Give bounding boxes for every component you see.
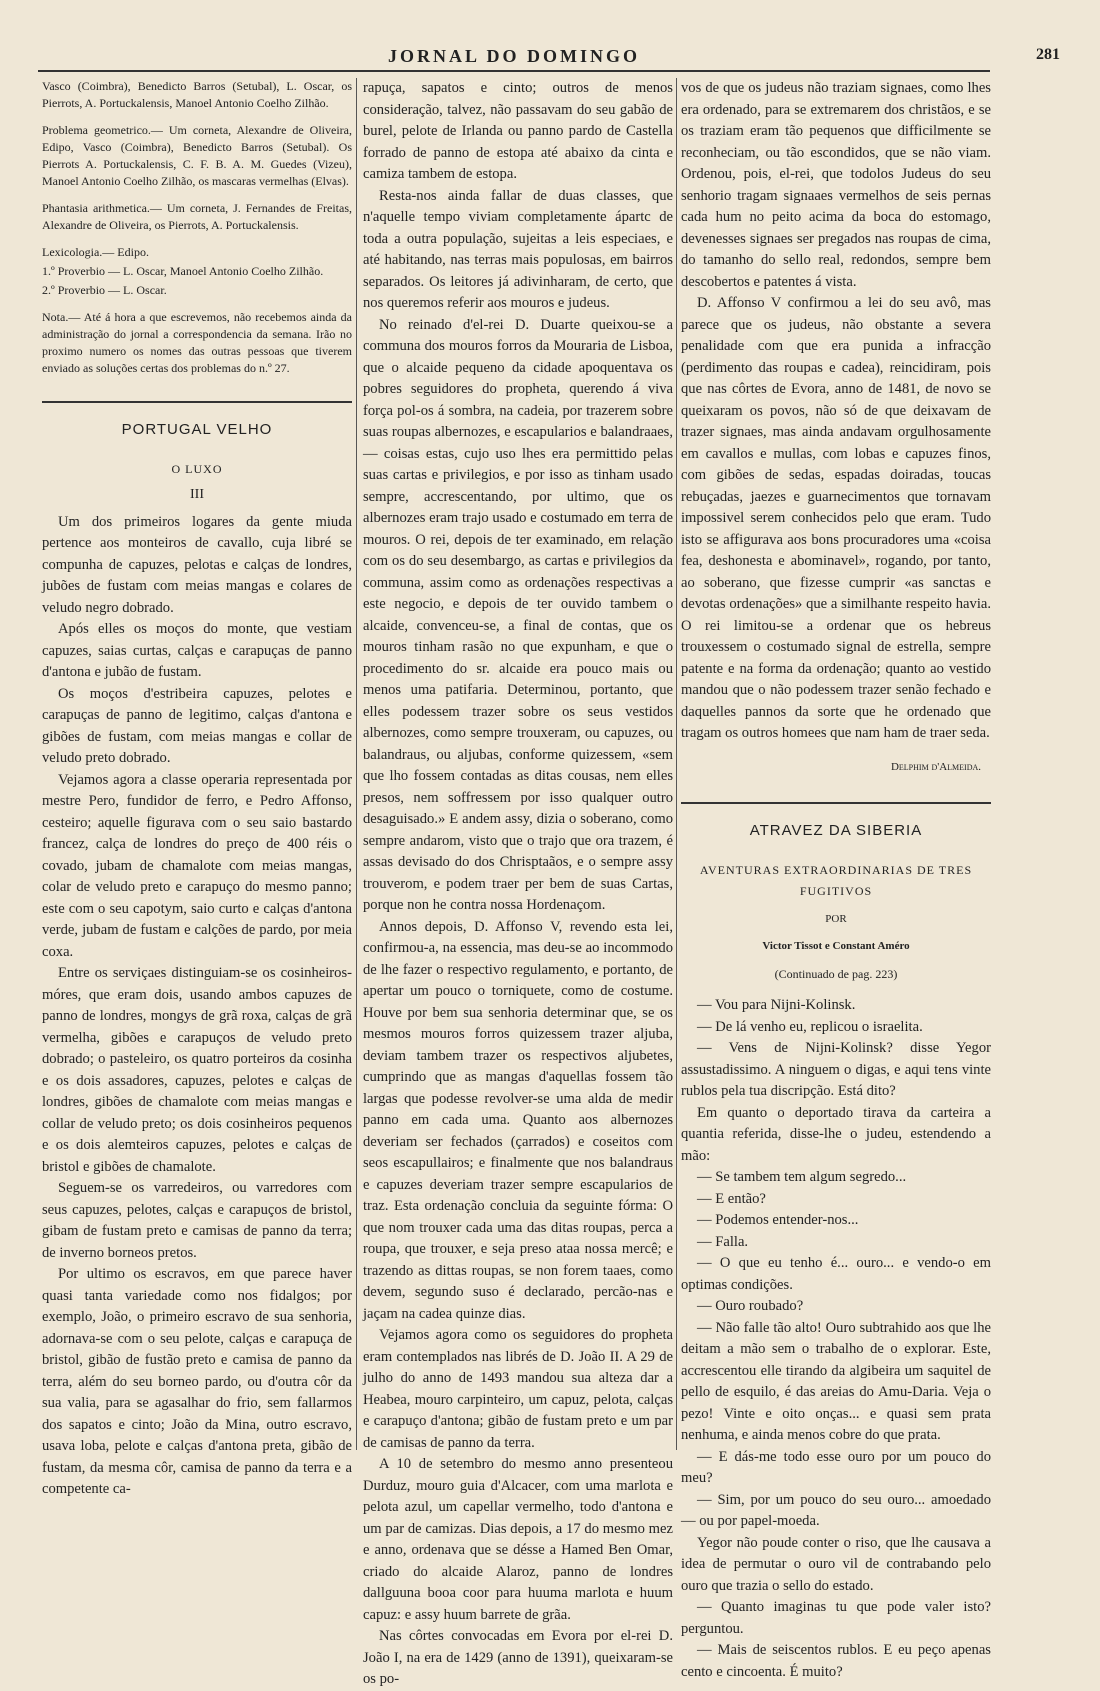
column-divider <box>676 78 677 1450</box>
dialogue-line: Em quanto o deportado tirava da carteira a quantia referida, disse-lhe o judeu, estendendo a mão: <box>681 1104 991 1164</box>
dialogue-line: — Falla. <box>697 1233 749 1250</box>
article-paragraph: Vejamos agora a classe operaria representada por mestre Pero, fundidor de ferro, e Pedro Affonso, cesteiro; aquelle figurava com o seu saio bastardo francez, calça de londres do preço de 400 réis o covado, jubam de chamalote com meias mangas, colar de veludo preto e carapuço do mesmo panno; este com o seu capotym, saio curto e calças d'antona verde, jubam de fustam e calções de pardo, por meia coxa. <box>42 771 352 960</box>
dialogue-line: — Não falle tão alto! Ouro subtrahido aos que lhe deitam a mão sem o trabalho de o explorar. Este, accrescentou elle tirando da algibeira um saquitel de pello de esquilo, é das areias do Amu-Daria. Veja o pezo! Vinte e oito onças... e quasi sem prata nenhuma, e ainda menos cobre do que prata. <box>681 1319 991 1443</box>
dialogue-line: — Podemos entender-nos... <box>697 1212 859 1228</box>
column-1 <box>42 78 352 1501</box>
article-paragraph: Resta-nos ainda fallar de duas classes, que n'aquelle tempo viviam completamente ápartc de toda a outra população, sujeitas a leis especiaes, e até habitando, nas terras mais populosas, em bairros separados. Os leitores já adivinharam, de certo, que nos queremos referir aos mouros e judeus. <box>363 187 673 311</box>
article-paragraph: Entre os serviçaes distinguiam-se os cosinheiros-móres, que eram dois, usando ambos capuzes de panno de londres, mongys de grã roxa, calças de grã vermelha, gibões e carapuços de veludo preto dobrado; o pasteleiro, os quatro porteiros da cosinha e os dois assadores, capuzes, pelotes e calças de londres, gibões de chamalote com meias mangas e collar de veludo preto; os dois cosinheiros pequenos e os dois alemteiros capuzes, pelotes e calças de bristol e gibões de chamalote. <box>42 965 352 1175</box>
article-paragraph: Nas côrtes convocadas em Evora por el-rei D. João I, na era de 1429 (anno de 1391), queixaram-se os po- <box>363 1628 673 1687</box>
article-paragraph: Um dos primeiros logares da gente miuda pertence aos monteiros de cavallo, cuja libré se compunha de capuzes, pelotas e calças de londres, jubões de fustam com meias mangas e colares de veludo negro dobrado. <box>42 513 352 616</box>
dialogue-line: — E então? <box>697 1190 766 1207</box>
article-authors: Victor Tissot e Constant Améro <box>762 940 910 952</box>
byline-por: POR <box>825 912 847 925</box>
dialogue-line: — Ouro roubado? <box>697 1298 804 1314</box>
section-title: PORTUGAL VELHO <box>42 401 352 441</box>
solution-entry: 1.º Proverbio — L. Oscar, Manoel Antonio Coelho Zilhão. <box>42 264 324 278</box>
dialogue-line: — De lá venho eu, replicou o israelita. <box>697 1018 923 1035</box>
article-paragraph: vos de que os judeus não traziam signaes, como lhes era ordenado, para se extremarem dos christãos, e se os traziam eram tão pequenos que difficilmente se reconheciam, ou tão escondidos, que se não viam. Ordenou, pois, el-rei, que todolos Judeus do seu senhorio tragam signaaes vermelhos de seis pernas cada hum no peito acima da boca do estomago, devenesses signaes ser pregados nas roupas de cima, do tamanho do sello real, redondos, sempre bem descobertos e patentes á vista. <box>681 80 991 290</box>
page-number: 281 <box>1036 46 1060 63</box>
dialogue-line: — Quanto imaginas tu que pode valer isto? perguntou. <box>681 1599 991 1637</box>
article-paragraph: D. Affonso V confirmou a lei do seu avô, mas parece que os judeus, não obstante a severa penalidade com que era punida a infracção (perdimento das roupas e cadea), reincidiram, pois que nas côrtes de Evora, anno de 1481, de novo se queixaram os povos, não só de que deixavam de trazer signaes, mas ainda andavam orgulhosamente em cavallos e mullas, com lobas e capuzes finos, com gibões de sedas, espadas doiradas, toucas rebuçadas, jaezes e guarnecimentos que tornavam impossivel serem conhecidos pelo que eram. Tudo isto se affigurava aos bons procuradores uma «coisa fea, deshonesta e abominavel», rogando, por tanto, ao soberano, que fizesse cumprir «as sanctas e devotas ordenações» que a similhante respeito havia. O rei limitou-se a ordenar que os hebreus trouxessem o costumado signal de estrella, sempre patente e na forma da ordenação; quanto ao vestido mandou que o não podessem trazer senão fechado e daquelles pannos da sorte que he ordenado que tragam os outros homees que nam ham de traer seda. <box>681 295 991 741</box>
editor-note: Nota.— Até á hora a que escrevemos, não recebemos ainda da administração do jornal a correspondencia da semana. Irão no proximo numero os nomes das outras pessoas que tiverem enviado as soluções certas dos problemas do n.º 27. <box>42 310 352 375</box>
article-paragraph: Os moços d'estribeira capuzes, pelotes e carapuças de panno de legitimo, calças d'antona e gibões de fustam, com meias mangas e collar de veludo preto dobrado. <box>42 685 352 766</box>
dialogue-line: — Vens de Nijni-Kolinsk? disse Yegor assustadissimo. A ninguem o digas, e aqui tens vinte rublos pela tua discripção. Está dito? <box>681 1040 991 1099</box>
puzzle-solutions <box>42 78 352 377</box>
column-2 <box>363 78 673 1691</box>
continued-note: (Continuado de pag. 223) <box>774 966 898 981</box>
article-paragraph: No reinado d'el-rei D. Duarte queixou-se a communa dos mouros forros da Mouraria de Lisboa, que o alcaide pequeno da cidade apoquentava os pobres seguidores do propheta, querendo á viva força pol-os á sombra, na cadeia, por trazerem sobre suas roupas albernozes, e escapularios e balandraaes,— coisas estas, cujo uso lhes era permittido pelas suas cartas e privilegios, e por isso as tinham usado sempre, accrescentando, por ultimo, que os albernozes eram trajo usado e costumado em terra de mouros. O rei, depois de ter examinado, em relação com os do seu desembargo, as cartas e privilegios da communa, assim como as ordenações respectivas a este negocio, e depois de ter ouvido tambem o alcaide, convenceu-se, a final de contas, que os mouros tinham rasão no que expunham, e que o procedimento do sr. alcaide era pouco mais ou menos uma patifaria. Determinou, portanto, que elles podessem trazer sobre os seus vestidos albernozes, como sempre trouxeram, ou capuzes, ou balandraus, ou aljubas, conforme quizessem, «sem que lho fossem contadas as ditas cousas, nem elles presos, nem soffressem por isso qualquer outro desaguisado.» E andem assy, dizia o soberano, como sempre andarom, visto que o trajo que ora trazem, é assas devisado do dos Chrisptaãos, e o sempre assy trouverom, e podem traer per bem de suas Cartas, porque non he contra nossa Hordenaçom. <box>363 316 673 913</box>
author-signature: Delphim d'Almeida. <box>890 760 981 773</box>
solution-entry: Vasco (Coimbra), Benedicto Barros (Setubal), L. Oscar, os Pierrots, A. Portuckalensis, Manoel Antonio Coelho Zilhão. <box>42 79 352 110</box>
dialogue-line: — Sim, por um pouco do seu ouro... amoedado — ou por papel-moeda. <box>681 1491 991 1529</box>
masthead <box>38 44 1060 72</box>
solution-entry: Lexicologia.— Edipo. <box>42 245 149 259</box>
article-paragraph: Annos depois, D. Affonso V, revendo esta lei, confirmou-a, na essencia, mas deu-se ao incommodo de lhe fazer o respectivo regulamento, e portanto, de apertar um pouco o torniquete, como de costume. Houve por bem sua senhoria determinar que, se os mesmos mouros forros quizessem trazer aljuba, deviam tambem trazer os respectivos aljubetes, cumprindo que as mangas d'aquellas fossem tão largas que podesse revolver-se uma alda de medir panno em cada uma. Quanto aos albernozes deveriam ser fechados (çarrados) e coseitos com seos escapullairos; e finalmente que nos balandraus e capuzes deveriam trazer sempre escapularios de traz. Esta ordenação concluia da seguinte fórma: O que nom trouxer cada uma das ditas roupas, perca a roupa, que trouxer, e seja preso ataa nossa mercê; e trazendo as dittas roupas, se non forem taaes, como devem, segundo suso é declarado, percão-nas e jaçam na cadea quinze dias. <box>363 918 673 1322</box>
dialogue-line: — E dás-me todo esse ouro por um pouco do meu? <box>681 1448 991 1486</box>
article-paragraph: A 10 de setembro do mesmo anno presenteou Durduz, mouro guia d'Alcacer, com uma marlota e pelota azul, um capellar vermelho, todo d'antona e um par de camizas. Dias depois, a 17 do mesmo mez e anno, ordenava que se désse a Hamed Ben Omar, criado do alcaide Alaroz, panno de londres dallguuna booa coor para huuma marlota e huum capuz: e assy huum barrete de grãa. <box>363 1456 673 1623</box>
dialogue <box>681 995 991 1683</box>
article-paragraph: Por ultimo os escravos, em que parece haver quasi tanta variedade como nos fidalgos; por exemplo, João, o primeiro escravo de sua senhoria, adornava-se com o seu pelote, calças e carapuça de bristol, gibão de fustão preto e camisa de panno da terra, além do seu borneo pardo, ou d'outra côr da sua valia, para se agasalhar do frio, sem fallarmos dos sapatos e cinto; João da Mina, outro escravo, usava loba, pelote e calças d'antona preta, gibão de fustam, da mesma côr, camisa de panno da terra e a competente ca- <box>42 1266 352 1497</box>
newspaper-title: JORNAL DO DOMINGO <box>387 46 640 66</box>
article-paragraph: Após elles os moços do monte, que vestiam capuzes, saias curtas, calças e carapuças de panno d'antona e jubão de fustam. <box>42 621 352 680</box>
dialogue-line: — Mais de seiscentos rublos. E eu peço apenas cento e cincoenta. É muito? <box>681 1642 991 1680</box>
article-paragraph: Seguem-se os varredeiros, ou varredores com seus capuzes, pelotes, calças e carapuços de bristol, gibam de fustam preto e camisas de panno da terra; de inverno borneos pretos. <box>42 1180 352 1261</box>
solution-entry: Problema geometrico.— Um corneta, Alexandre de Oliveira, Edipo, Vasco (Coimbra), Benedicto Barros (Setubal). Os Pierrots A. Portuckalensis, C. F. B. A. M. Guedes (Vizeu), Manoel Antonio Coelho Zilhão, os mascaras vermelhas (Elvas). <box>42 123 352 188</box>
column-divider <box>356 78 357 1450</box>
dialogue-line: — Se tambem tem algum segredo... <box>697 1169 907 1185</box>
article-subtitle: AVENTURAS EXTRAORDINARIAS DE TRES FUGITIVOS <box>699 862 973 898</box>
column-3 <box>681 78 991 1683</box>
dialogue-line: — Vou para Nijni-Kolinsk. <box>697 997 856 1013</box>
article-paragraph: rapuça, sapatos e cinto; outros de menos consideração, talvez, não passavam do seu gabão de burel, pelote de Irlanda ou panno pardo de Castella forrado de panno de estopa até abaixo da cinta e camiza tambem de estopa. <box>363 80 673 182</box>
dialogue-line: — O que eu tenho é... ouro... e vendo-o em optimas condições. <box>681 1255 991 1293</box>
part-number: III <box>190 487 204 502</box>
section-title: ATRAVEZ DA SIBERIA <box>681 802 991 842</box>
solution-entry: Phantasia arithmetica.— Um corneta, J. Fernandes de Freitas, Alexandre de Oliveira, os Pierrots, A. Portuckalensis. <box>42 201 352 232</box>
article-subtitle: O LUXO <box>171 461 223 476</box>
article-paragraph: Vejamos agora como os seguidores do propheta eram contemplados nas librés de D. João II. A 29 de julho do anno de 1493 mandou sua alteza dar a Heabea, mouro carpinteiro, um capuz, pelota, calças e carapuço d'antona; gibão de fustam preto e um par de camisas de panno da terra. <box>363 1327 673 1451</box>
dialogue-line: Yegor não poude conter o riso, que lhe causava a idea de permutar o ouro vil de contrabando pelo ouro que trazia o sello do estado. <box>681 1534 991 1594</box>
solution-entry: 2.º Proverbio — L. Oscar. <box>42 283 167 297</box>
